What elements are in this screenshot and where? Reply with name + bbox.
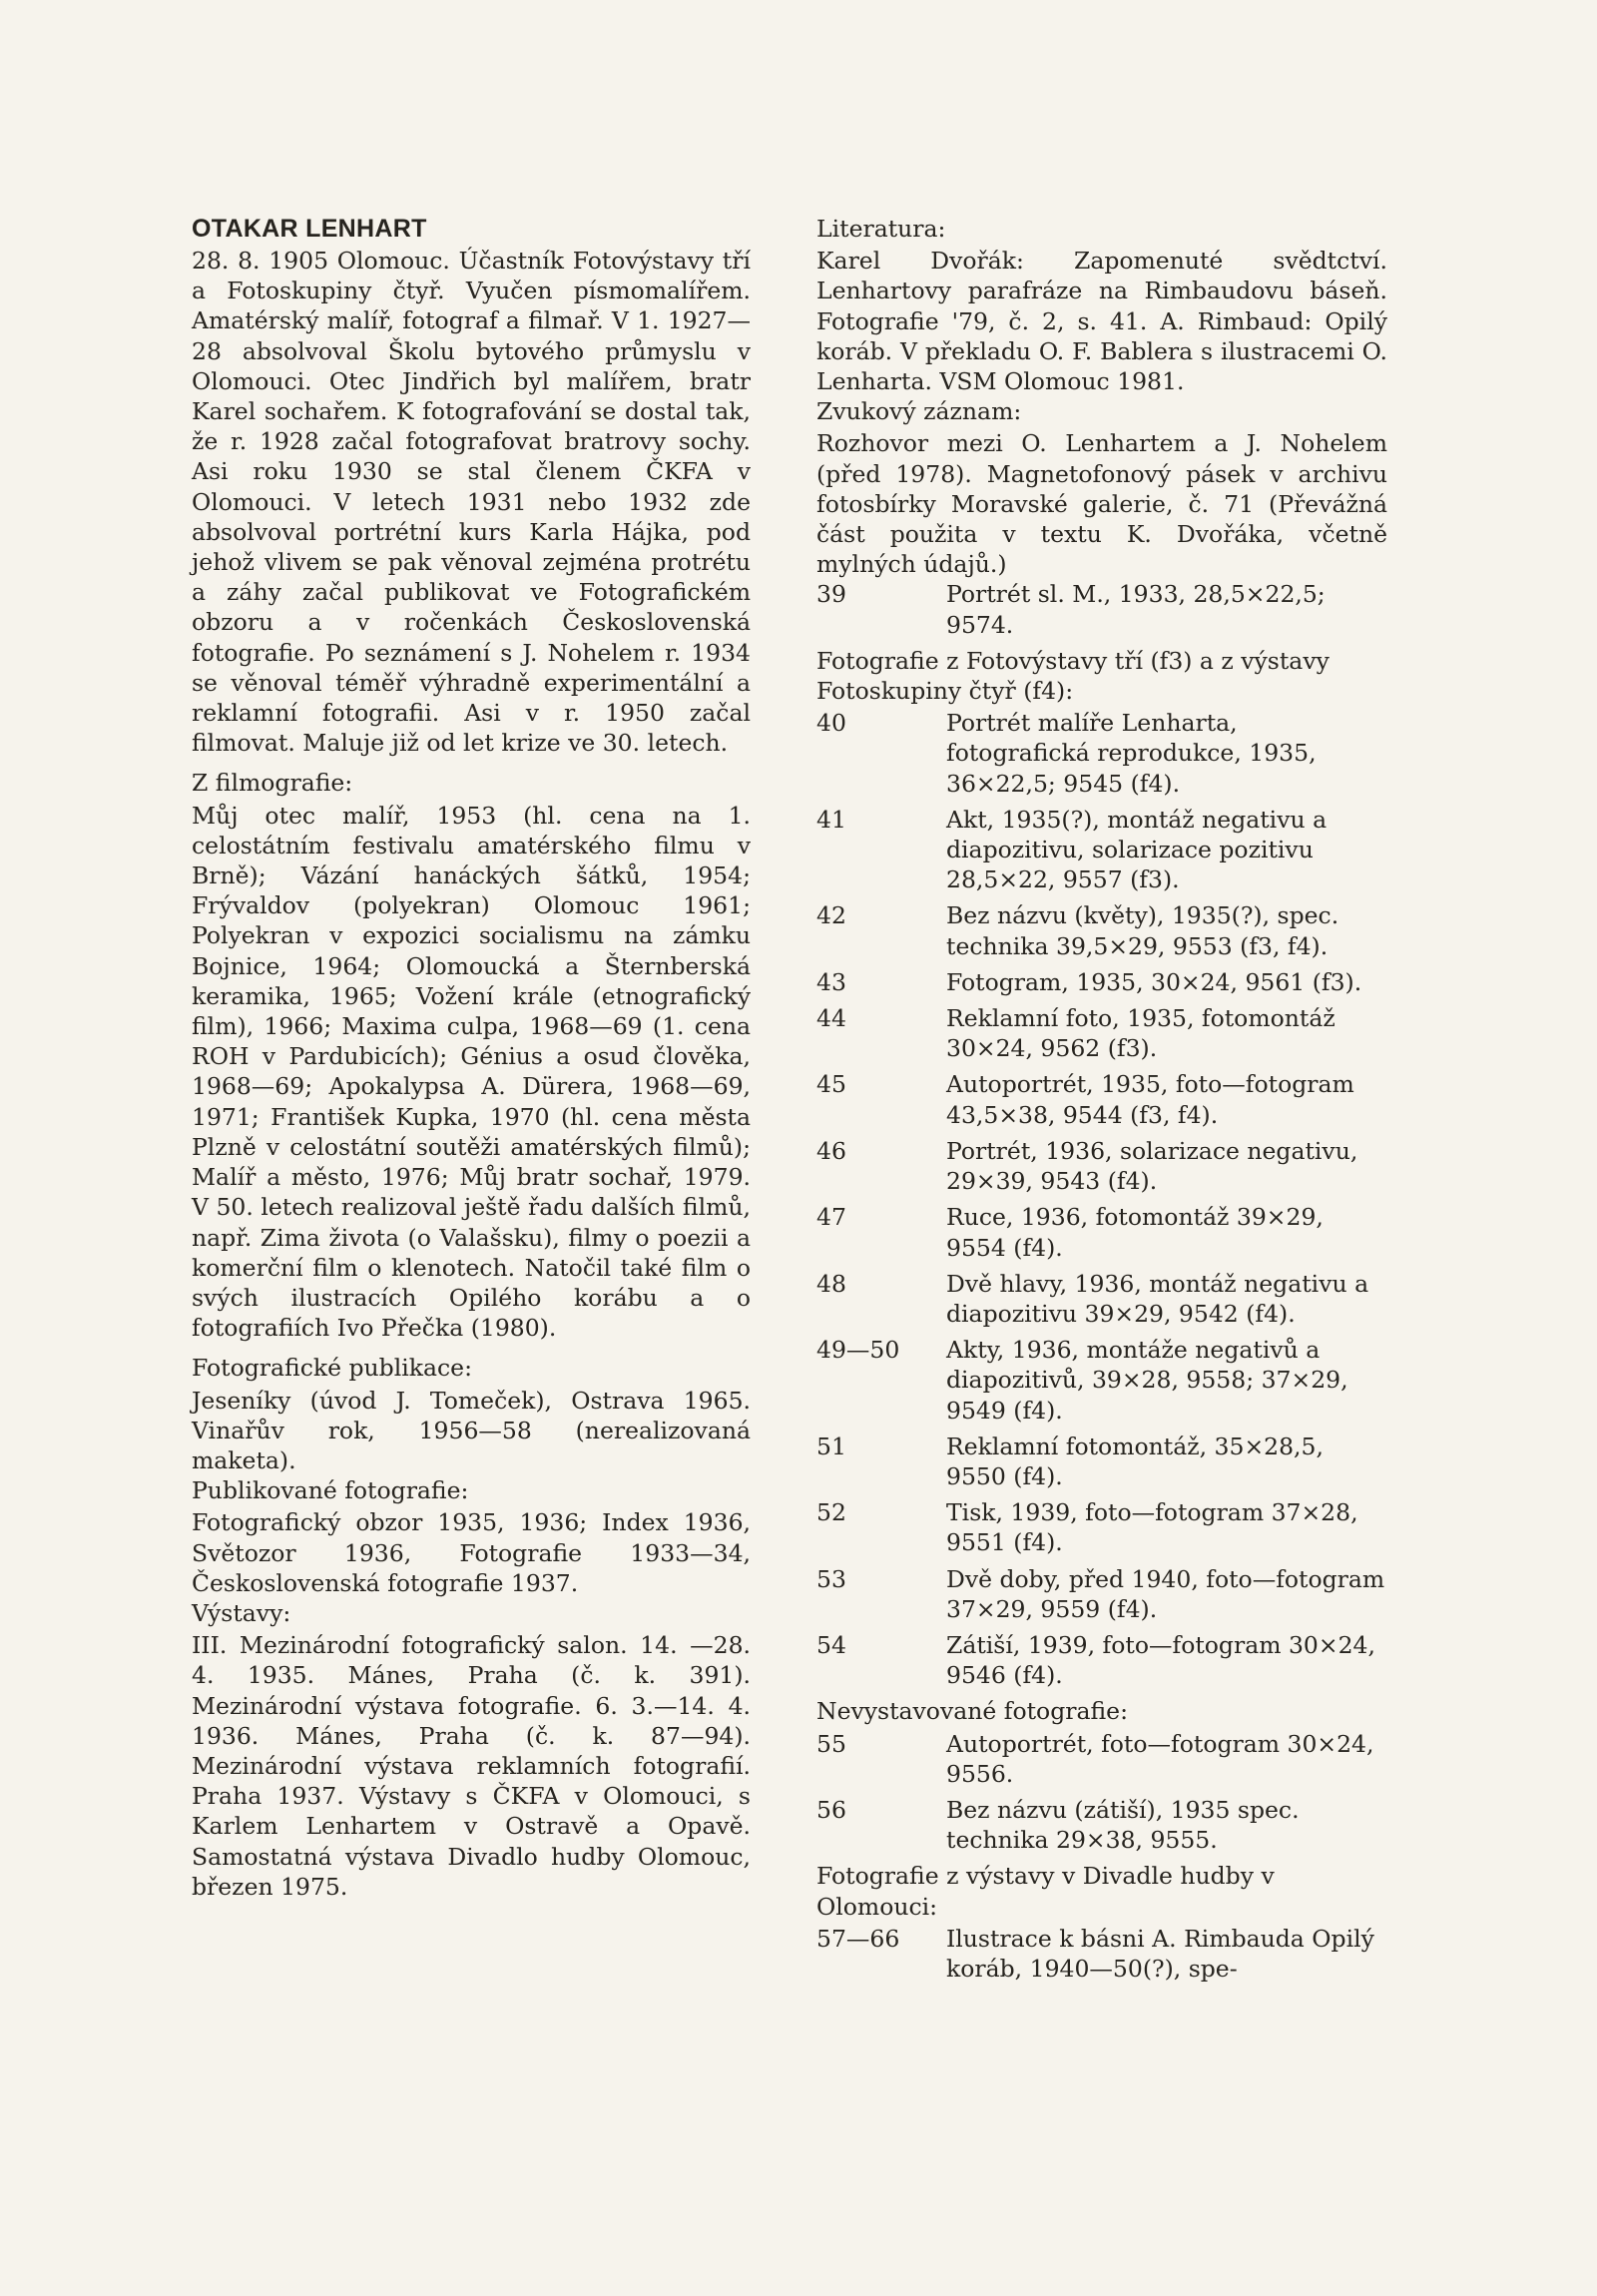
- exhibitions-paragraph: III. Mezinárodní fotografický salon. 14. —28. 4. 1935. Mánes, Praha (č. k. 391). Mezinárodní výstava fotografie. 6. 3.—14. 4. 1936. Mánes, Praha (č. k. 87—94). Mezinárodní výstava reklamních fotografií. Praha 1937. Výstavy s ČKFA v Olomouci, s Karlem Lenhartem v Ostravě a Opavě. Samostatná výstava Divadlo hudby Olomouc, březen 1975.: [192, 1631, 751, 1901]
- catalog-number: 39: [816, 580, 846, 609]
- catalog-description: Reklamní foto, 1935, fotomontáž 30×24, 9562 (f3).: [946, 1004, 1335, 1063]
- catalog-description: Dvě hlavy, 1936, montáž negativu a diapozitivu 39×29, 9542 (f4).: [946, 1269, 1369, 1328]
- catalog-entry: [816, 1630, 1387, 1690]
- catalog-entry: [816, 900, 1387, 960]
- catalog-description: Autoportrét, foto—fotogram 30×24, 9556.: [946, 1729, 1374, 1788]
- catalog-description: Bez názvu (zátiší), 1935 spec. technika 29×38, 9555.: [946, 1795, 1300, 1855]
- catalog-number: 45: [816, 1070, 846, 1099]
- catalog-description: Portrét malíře Lenharta, fotografická reprodukce, 1935, 36×22,5; 9545 (f4).: [946, 709, 1317, 798]
- catalog-number: 57—66: [816, 1924, 900, 1953]
- right-column: [816, 214, 1387, 1990]
- catalog-description: Zátiší, 1939, foto—fotogram 30×24, 9546 (f4).: [946, 1630, 1375, 1690]
- catalog-entry: [816, 1497, 1387, 1557]
- catalog-number: 48: [816, 1269, 846, 1298]
- literature-paragraph: Karel Dvořák: Zapomenuté svědtctví. Lenhartovy parafráze na Rimbaudovu báseň. Fotografie '79, č. 2, s. 41. A. Rimbaud: Opilý koráb. V překladu O. F. Bablera s ilustracemi O. Lenharta. VSM Olomouc 1981.: [816, 247, 1387, 396]
- catalog-description: Akty, 1936, montáže negativů a diapozitivů, 39×28, 9558; 37×29, 9549 (f4).: [946, 1336, 1348, 1425]
- catalog-entry: [816, 1432, 1387, 1491]
- exhibited-photos-list: [816, 708, 1387, 1690]
- catalog-number: 40: [816, 709, 846, 738]
- catalog-number: 52: [816, 1498, 846, 1527]
- sound-record-paragraph: Rozhovor mezi O. Lenhartem a J. Nohelem (před 1978). Magnetofonový pásek v archivu fotosbírky Moravské galerie, č. 71 (Převážná část použita v textu K. Dvořáka, včetně mylných údajů.): [816, 429, 1387, 579]
- catalog-entry: [816, 1924, 1387, 1984]
- catalog-description: Akt, 1935(?), montáž negativu a diapozitivu, solarizace pozitivu 28,5×22, 9557 (f3).: [946, 805, 1328, 894]
- catalog-entry: [816, 1269, 1387, 1329]
- unexhibited-photos-heading: Nevystavované fotografie:: [816, 1697, 1128, 1726]
- catalog-entry: [816, 1564, 1387, 1624]
- exhibitions-heading: Výstavy:: [192, 1598, 291, 1627]
- author-name-title: OTAKAR LENHART: [192, 215, 427, 243]
- catalog-description: Dvě doby, před 1940, foto—fotogram 37×29, 9559 (f4).: [946, 1564, 1385, 1623]
- catalog-number: 49—50: [816, 1336, 900, 1365]
- catalog-number: 46: [816, 1136, 846, 1165]
- filmography-heading: Z filmografie:: [192, 769, 353, 798]
- catalog-entry: [816, 1335, 1387, 1426]
- catalog-description: Tisk, 1939, foto—fotogram 37×28, 9551 (f4).: [946, 1498, 1358, 1557]
- published-photos-heading: Publikované fotografie:: [192, 1476, 469, 1505]
- published-photos-paragraph: Fotografický obzor 1935, 1936; Index 1936, Světozor 1936, Fotografie 1933—34, Československá fotografie 1937.: [192, 1508, 751, 1597]
- catalog-entry: [816, 967, 1387, 997]
- music-theatre-photos-list: [816, 1924, 1387, 1984]
- catalog-description: Reklamní fotomontáž, 35×28,5, 9550 (f4).: [946, 1432, 1324, 1490]
- catalog-number: 51: [816, 1432, 846, 1460]
- catalog-number: 54: [816, 1630, 846, 1659]
- catalog-number: 42: [816, 901, 846, 930]
- catalog-description: Ruce, 1936, fotomontáž 39×29, 9554 (f4).: [946, 1203, 1324, 1262]
- catalog-number: 55: [816, 1729, 846, 1758]
- unexhibited-photos-list: [816, 1729, 1387, 1856]
- catalog-number: 56: [816, 1795, 846, 1824]
- music-theatre-photos-heading: Fotografie z výstavy v Divadle hudby v Olomouci:: [816, 1862, 1275, 1921]
- publications-paragraph: Jeseníky (úvod J. Tomeček), Ostrava 1965. Vinařův rok, 1956—58 (nerealizovaná maketa).: [192, 1386, 751, 1474]
- publications-heading: Fotografické publikace:: [192, 1354, 472, 1383]
- catalog-description: Portrét, 1936, solarizace negativu, 29×39, 9543 (f4).: [946, 1136, 1358, 1196]
- catalog-entry: [816, 1795, 1387, 1855]
- catalog-entry: [816, 579, 1387, 639]
- catalog-number: 41: [816, 805, 846, 834]
- catalog-entry: [816, 1003, 1387, 1063]
- catalog-description: Bez názvu (květy), 1935(?), spec. technika 39,5×29, 9553 (f3, f4).: [946, 901, 1339, 960]
- catalog-entry: [816, 1202, 1387, 1262]
- catalog-description: Portrét sl. M., 1933, 28,5×22,5; 9574.: [946, 580, 1326, 639]
- catalog-number: 53: [816, 1564, 846, 1593]
- catalog-description: Autoportrét, 1935, foto—fotogram 43,5×38, 9544 (f3, f4).: [946, 1070, 1354, 1129]
- catalog-description: Fotogram, 1935, 30×24, 9561 (f3).: [946, 967, 1362, 996]
- catalog-number: 43: [816, 967, 846, 996]
- catalog-number: 44: [816, 1004, 846, 1033]
- catalog-entry: [816, 708, 1387, 799]
- catalog-entry: [816, 1729, 1387, 1789]
- filmography-paragraph: Můj otec malíř, 1953 (hl. cena na 1. celostátním festivalu amatérského filmu v Brně); Vázání hanáckých šátků, 1954; Frývaldov (polyekran) Olomouc 1961; Polyekran v expozici socialismu na zámku Bojnice, 1964; Olomoucká a Šternberská keramika, 1965; Vožení krále (etnografický film), 1966; Maxima culpa, 1968—69 (1. cena ROH v Pardubicích); Génius a osud člověka, 1968—69; Apokalypsa A. Dürera, 1968—69, 1971; František Kupka, 1970 (hl. cena města Plzně v celostátní soutěži amatérských filmů); Malíř a město, 1976; Můj bratr sochař, 1979. V 50. letech realizoval ještě řadu dalších filmů, např. Zima života (o Valašsku), filmy o poezii a komerční film o klenotech. Natočil také film o svých ilustracích Opilého korábu a o fotografiích Ivo Přečka (1980).: [192, 801, 751, 1343]
- catalog-number: 47: [816, 1203, 846, 1232]
- exhibited-photos-heading: Fotografie z Fotovýstavy tří (f3) a z výstavy Fotoskupiny čtyř (f4):: [816, 646, 1330, 706]
- biography-paragraph: 28. 8. 1905 Olomouc. Účastník Fotovýstavy tří a Fotoskupiny čtyř. Vyučen písmomalířem. Amatérský malíř, fotograf a filmař. V 1. 1927—28 absolvoval Školu bytového průmyslu v Olomouci. Otec Jindřich byl malířem, bratr Karel sochařem. K fotografování se dostal tak, že r. 1928 začal fotografovat bratrovy sochy. Asi roku 1930 se stal členem ČKFA v Olomouci. V letech 1931 nebo 1932 zde absolvoval portrétní kurs Karla Hájka, pod jehož vlivem se pak věnoval zejména protrétu a záhy začal publikovat ve Fotografickém obzoru a v ročenkách Československá fotografie. Po seznámení s J. Nohelem r. 1934 se věnoval téměř výhradně experimentální a reklamní fotografii. Asi v r. 1950 začal filmovat. Maluje již od let krize ve 30. letech.: [192, 247, 751, 758]
- sound-record-heading: Zvukový záznam:: [816, 397, 1022, 426]
- catalog-description: Ilustrace k básni A. Rimbauda Opilý koráb, 1940—50(?), spe-: [946, 1924, 1374, 1983]
- catalog-entry: [816, 805, 1387, 895]
- catalog-entry: [816, 1069, 1387, 1129]
- literature-heading: Literatura:: [816, 215, 946, 243]
- left-column: [192, 214, 751, 1902]
- catalog-entry: [816, 1136, 1387, 1196]
